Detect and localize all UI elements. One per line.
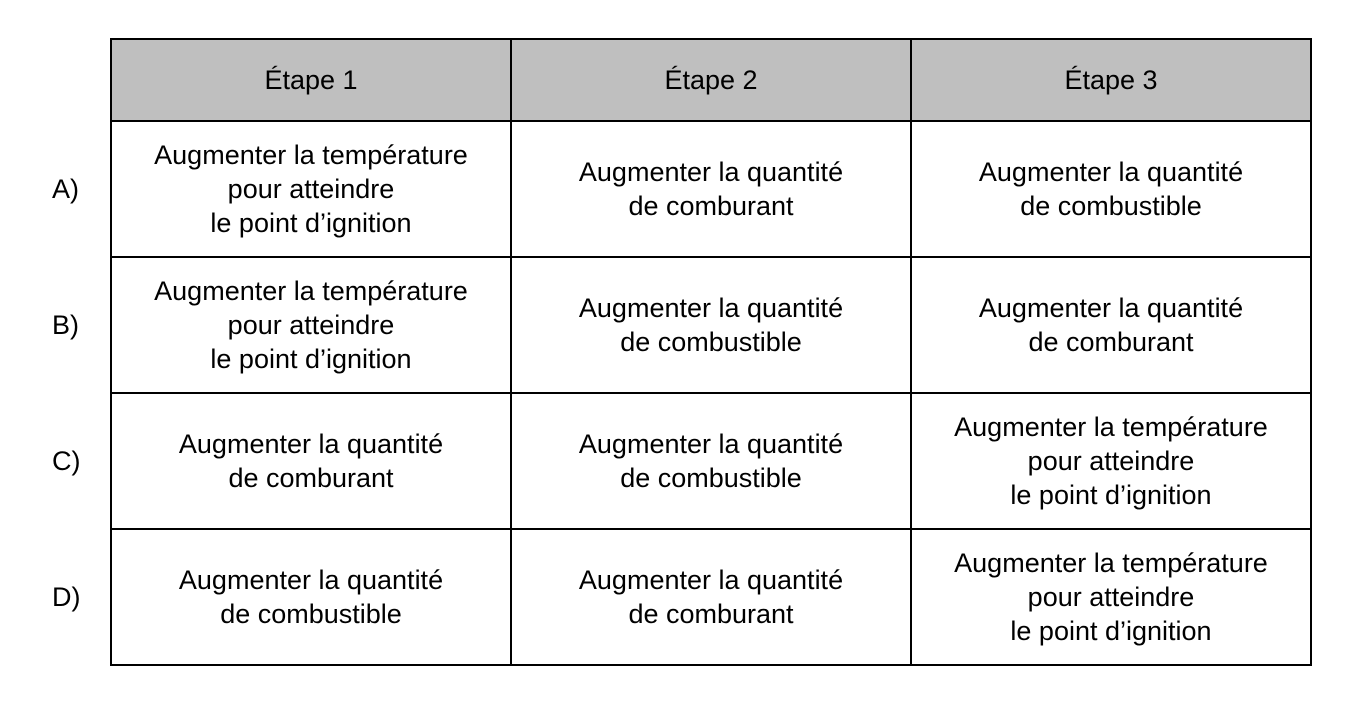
- table-cell: [911, 393, 1311, 529]
- column-header-step-2: Étape 2: [511, 39, 911, 121]
- table-row: [111, 257, 1311, 393]
- header-row: [111, 39, 1311, 121]
- row-label-a: A): [52, 173, 79, 204]
- row-label-c: C): [52, 445, 81, 476]
- cell-text: Augmenter la quantité de combustible: [178, 565, 444, 629]
- cell-text: Augmenter la température pour atteindre le point d’ignition: [154, 276, 468, 374]
- table-cell: [111, 393, 511, 529]
- table-cell: [911, 257, 1311, 393]
- table-cell: [911, 529, 1311, 665]
- table-cell: [511, 393, 911, 529]
- cell-text: Augmenter la température pour atteindre le point d’ignition: [954, 548, 1268, 646]
- table-cell: [111, 121, 511, 257]
- cell-text: Augmenter la quantité de comburant: [978, 293, 1244, 357]
- cell-text: Augmenter la température pour atteindre le point d’ignition: [954, 412, 1268, 510]
- cell-text: Augmenter la quantité de comburant: [578, 157, 844, 221]
- cell-text: Augmenter la quantité de combustible: [578, 429, 844, 493]
- table-cell: [511, 257, 911, 393]
- cell-text: Augmenter la quantité de combustible: [578, 293, 844, 357]
- table-cell: [911, 121, 1311, 257]
- table-row: [111, 393, 1311, 529]
- cell-text: Augmenter la quantité de combustible: [978, 157, 1244, 221]
- cell-text: Augmenter la température pour atteindre le point d’ignition: [154, 140, 468, 238]
- answer-choices: [40, 38, 1312, 666]
- table-cell: [111, 257, 511, 393]
- table-cell: [511, 529, 911, 665]
- column-header-step-1: Étape 1: [111, 39, 511, 121]
- table-cell: [111, 529, 511, 665]
- cell-text: Augmenter la quantité de comburant: [178, 429, 444, 493]
- table-row: [111, 121, 1311, 257]
- row-label-d: D): [52, 581, 81, 612]
- cell-text: Augmenter la quantité de comburant: [578, 565, 844, 629]
- steps-table: [110, 38, 1312, 666]
- table-cell: [511, 121, 911, 257]
- column-header-step-3: Étape 3: [911, 39, 1311, 121]
- row-label-b: B): [52, 309, 79, 340]
- table-row: [111, 529, 1311, 665]
- row-labels: [40, 121, 110, 665]
